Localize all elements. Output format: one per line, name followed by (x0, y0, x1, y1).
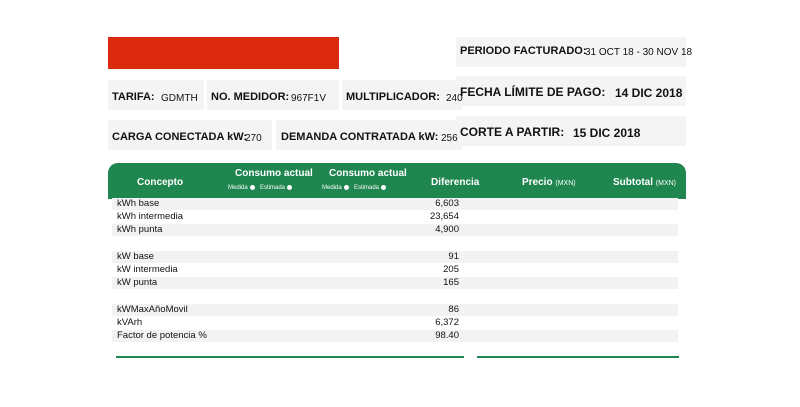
row-diferencia: 6,603 (435, 198, 459, 209)
row-concepto: kW intermedia (117, 264, 178, 275)
demanda-value: 256 (441, 133, 458, 144)
row-concepto: kWMaxAñoMovil (117, 304, 188, 315)
medida-dot-icon (344, 185, 349, 190)
estimada-dot-icon (287, 185, 292, 190)
medida-dot-icon (250, 185, 255, 190)
row-diferencia: 23,654 (429, 211, 459, 222)
row-concepto: kWh intermedia (117, 211, 183, 222)
medidor-value: 967F1V (291, 93, 327, 104)
col-consumo-actual-1-medida (228, 185, 255, 191)
estimada-label: Estimada (354, 185, 380, 192)
table-row (112, 264, 678, 276)
col-consumo-actual-2-estimada (354, 185, 386, 191)
row-concepto: kW base (117, 251, 154, 262)
medidor-label: NO. MEDIDOR: (211, 91, 290, 103)
row-concepto: Factor de potencia % (117, 330, 207, 341)
table-header (108, 163, 686, 199)
col-subtotal-unit: (MXN) (655, 180, 676, 187)
table-row (112, 304, 678, 316)
medida-label: Medida (322, 185, 342, 192)
carga-label: CARGA CONECTADA kW: (112, 131, 248, 143)
col-concepto: Concepto (137, 177, 184, 188)
row-concepto: kW punta (117, 277, 158, 288)
multiplicador-label: MULTIPLICADOR: (346, 91, 440, 103)
tarifa-value: GDMTH (161, 93, 198, 104)
col-precio-unit: (MXN) (555, 180, 576, 187)
medida-label: Medida (228, 185, 248, 192)
periodo-label: PERIODO FACTURADO: (460, 45, 587, 57)
row-concepto: kWh punta (117, 224, 163, 235)
corte-value: 15 DIC 2018 (573, 126, 641, 140)
fecha-limite-label: FECHA LÍMITE DE PAGO: (460, 85, 606, 99)
row-concepto: kVArh (117, 317, 143, 328)
row-concepto: kWh base (117, 198, 160, 209)
col-consumo-actual-2: Consumo actual (329, 168, 407, 179)
col-consumo-actual-2-medida (322, 185, 349, 191)
periodo-value: 31 OCT 18 - 30 NOV 18 (585, 47, 693, 58)
demanda-label: DEMANDA CONTRATADA kW: (281, 131, 439, 143)
table-row (112, 317, 678, 329)
col-subtotal-label: Subtotal (613, 177, 653, 188)
footer-divider-left (116, 356, 464, 358)
col-subtotal (613, 177, 676, 188)
corte-label: CORTE A PARTIR: (460, 125, 565, 139)
col-diferencia: Diferencia (431, 177, 480, 188)
row-diferencia: 98.40 (435, 330, 459, 341)
estimada-label: Estimada (260, 185, 286, 192)
row-diferencia: 86 (448, 304, 459, 315)
col-precio (522, 177, 576, 188)
estimada-dot-icon (381, 185, 386, 190)
col-precio-label: Precio (522, 177, 553, 188)
multiplicador-value: 240 (446, 93, 463, 104)
table-row (112, 211, 678, 223)
footer-divider-right (477, 356, 679, 358)
row-diferencia: 165 (443, 277, 459, 288)
table-row (112, 198, 678, 210)
row-diferencia: 4,900 (435, 224, 459, 235)
fecha-limite-value: 14 DIC 2018 (615, 86, 683, 100)
row-diferencia: 91 (448, 251, 459, 262)
col-consumo-actual-1-estimada (260, 185, 292, 191)
table-row (112, 224, 678, 236)
table-row (112, 330, 678, 342)
col-consumo-actual-1: Consumo actual (235, 168, 313, 179)
row-diferencia: 6,372 (435, 317, 459, 328)
redacted-bar (108, 37, 339, 69)
tarifa-label: TARIFA: (112, 91, 155, 103)
table-row (112, 251, 678, 263)
row-diferencia: 205 (443, 264, 459, 275)
table-row (112, 277, 678, 289)
carga-value: 270 (245, 133, 262, 144)
